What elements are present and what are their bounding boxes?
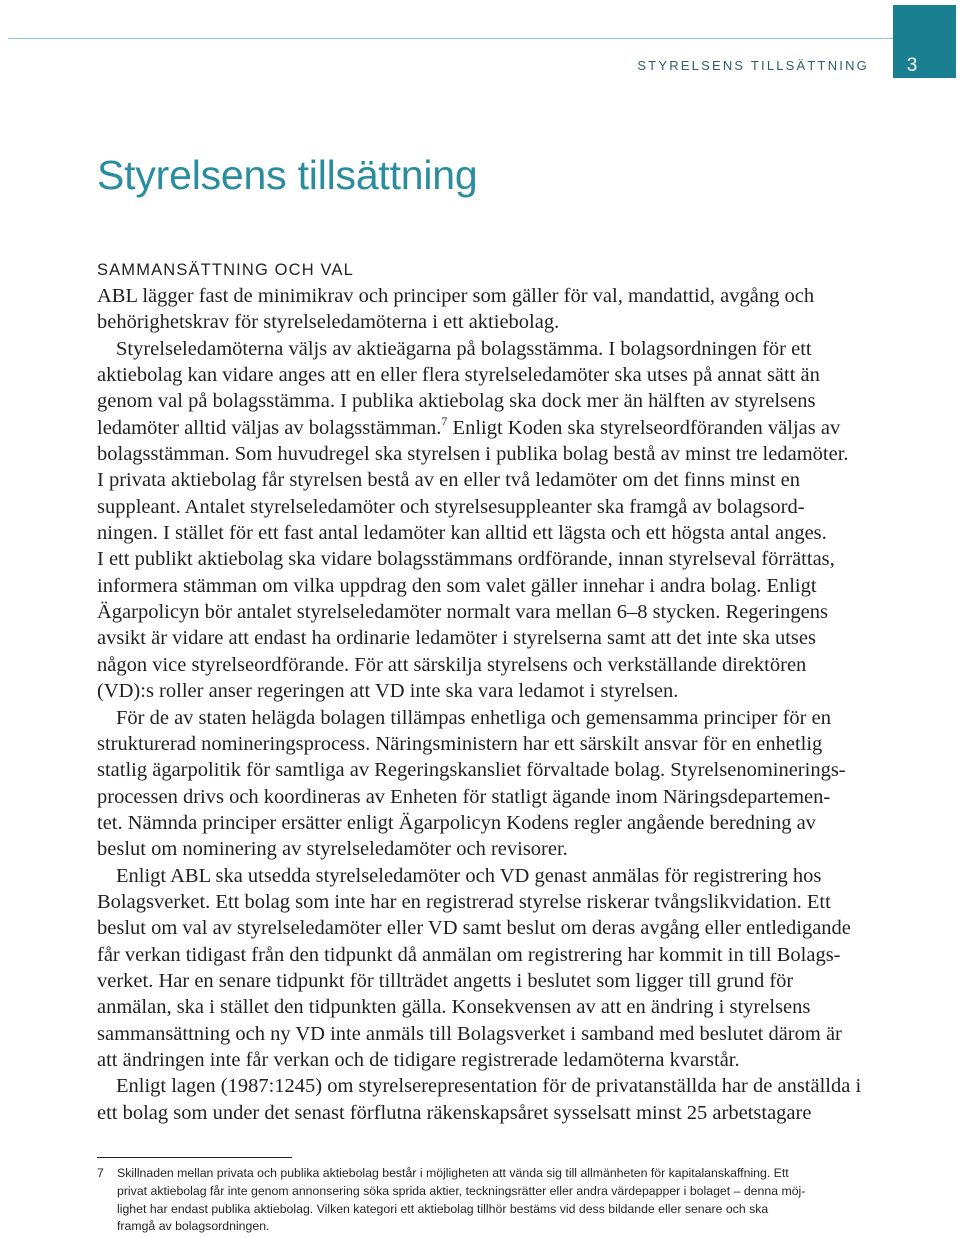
running-header-title: STYRELSENS TILLSÄTTNING xyxy=(637,58,869,73)
text-line: ABL lägger fast de minimikrav och principer som gäller för val, mandattid, avgång och xyxy=(97,285,815,307)
text-line: aktiebolag kan vidare anges att en eller flera styrelseledamöter ska utses på annat sätt än xyxy=(97,364,820,387)
text-line: beslut om nominering av styrelseledamöter och revisorer. xyxy=(97,838,568,861)
footnote-line: lighet har endast publika aktiebolag. Vilken kategori ett aktiebolag tillhör bestäms vid dess bildande eller senare och ska xyxy=(117,1201,769,1216)
text-line: avsikt är vidare att endast ha ordinarie ledamöter i styrelserna samt att det inte ska utses xyxy=(97,627,816,650)
footnote-line: Skillnaden mellan privata och publika aktiebolag består i möjligheten att vända sig till allmänheten för kapitalanskaffning. Ett xyxy=(117,1166,789,1180)
text-line: I privata aktiebolag får styrelsen bestå av en eller två ledamöter om det finns minst en xyxy=(97,469,801,492)
page-number: 3 xyxy=(906,55,918,76)
paragraph xyxy=(97,863,917,1074)
text-line: Enligt ABL ska utsedda styrelseledamöter och VD genast anmälas för registrering hos xyxy=(116,864,822,887)
section-heading: SAMMANSÄTTNING OCH VAL xyxy=(97,261,354,279)
text-line: får verkan tidigast från den tidpunkt då anmälan om registrering har kommit in till Bolags- xyxy=(97,943,841,966)
page-title: Styrelsens tillsättning xyxy=(97,152,478,198)
text-line: statlig ägarpolitik för samtliga av Regeringskansliet förvaltade bolag. Styrelsenominerings- xyxy=(97,759,846,782)
text-line: att ändringen inte får verkan och de tidigare registrerade ledamöterna kvarstår. xyxy=(97,1048,740,1071)
text-line: ningen. I stället för ett fast antal ledamöter kan alltid ett lägsta och ett högsta antal anges. xyxy=(97,522,827,545)
paragraph xyxy=(97,705,917,863)
text-line: strukturerad nomineringsprocess. Näringsministern har ett särskilt ansvar för en enhetlig xyxy=(97,732,823,755)
text-line: Styrelseledamöterna väljs av aktieägarna på bolagsstämma. I bolagsordningen för ett xyxy=(116,337,812,360)
text-line: informera stämman om vilka uppdrag den som valet gäller innehar i andra bolag. Enligt xyxy=(97,574,817,597)
text-line: tet. Nämnda principer ersätter enligt Ägarpolicyn Kodens regler angående beredning av xyxy=(97,811,816,834)
body-text xyxy=(97,283,917,1126)
footnote-ref: 7 xyxy=(441,413,448,428)
page-number-tab xyxy=(893,5,956,78)
text-line: Ägarpolicyn bör antalet styrelseledamöter normalt vara mellan 6–8 stycken. Regeringens xyxy=(97,601,828,624)
paragraph xyxy=(97,1073,917,1126)
text-line: Bolagsverket. Ett bolag som inte har en registrerad styrelse riskerar tvångslikvidation. Ett xyxy=(97,890,831,913)
footnote-line: privat aktiebolag får inte genom annonsering söka sprida aktier, teckningsrätter eller andra värdepapper i bolaget – denna möj- xyxy=(117,1183,806,1198)
footnote xyxy=(97,1165,897,1236)
footnote-number: 7 xyxy=(97,1166,104,1180)
text-line: processen drivs och koordineras av Enheten för statligt ägande inom Näringsdepartemen- xyxy=(97,785,831,808)
text-line: behörighetskrav för styrelseledamöterna i ett aktiebolag. xyxy=(97,311,560,334)
text-line: I ett publikt aktiebolag ska vidare bolagsstämmans ordförande, innan styrelseval förrättas, xyxy=(97,548,835,571)
paragraph xyxy=(97,336,917,705)
footnote-text xyxy=(117,1165,897,1236)
text-line: Enligt lagen (1987:1245) om styrelserepresentation för de privatanställda har de anställda i xyxy=(116,1075,862,1098)
header-rule xyxy=(8,38,893,39)
text-line: anmälan, ska i stället den tidpunkten gälla. Konsekvensen av att en ändring i styrelsens xyxy=(97,996,811,1019)
text-line: beslut om val av styrelseledamöter eller VD samt beslut om deras avgång eller entledigande xyxy=(97,917,851,940)
text-line xyxy=(97,415,917,441)
footnote-rule xyxy=(97,1157,292,1158)
text-line: verket. Har en senare tidpunkt för tillträdet angetts i beslutet som ligger till grund för xyxy=(97,969,794,992)
text-line: För de av staten helägda bolagen tillämpas enhetliga och gemensamma principer för en xyxy=(116,706,831,729)
text-line: genom val på bolagsstämma. I publika aktiebolag ska dock mer än hälften av styrelsens xyxy=(97,390,816,413)
text-segment: ledamöter alltid väljas av bolagsstämman. xyxy=(97,416,442,439)
text-line: sammansättning och ny VD inte anmäls till Bolagsverket i samband med beslutet därom är xyxy=(97,1022,842,1045)
text-line: suppleant. Antalet styrelseledamöter och styrelsesuppleanter ska framgå av bolagsord- xyxy=(97,495,805,518)
text-line: (VD):s roller anser regeringen att VD inte ska vara ledamot i styrelsen. xyxy=(97,680,679,703)
text-line: någon vice styrelseordförande. För att särskilja styrelsens och verkställande direktören xyxy=(97,653,807,676)
paragraph xyxy=(97,283,917,336)
text-segment: Enligt Koden ska styrelseordföranden väljas av xyxy=(447,416,841,439)
text-line: bolagsstämman. Som huvudregel ska styrelsen i publika bolag bestå av minst tre ledamöter. xyxy=(97,443,849,466)
footnote-line: framgå av bolagsordningen. xyxy=(117,1219,270,1234)
text-line: ett bolag som under det senast förflutna räkenskapsåret sysselsatt minst 25 arbetstagare xyxy=(97,1101,812,1124)
